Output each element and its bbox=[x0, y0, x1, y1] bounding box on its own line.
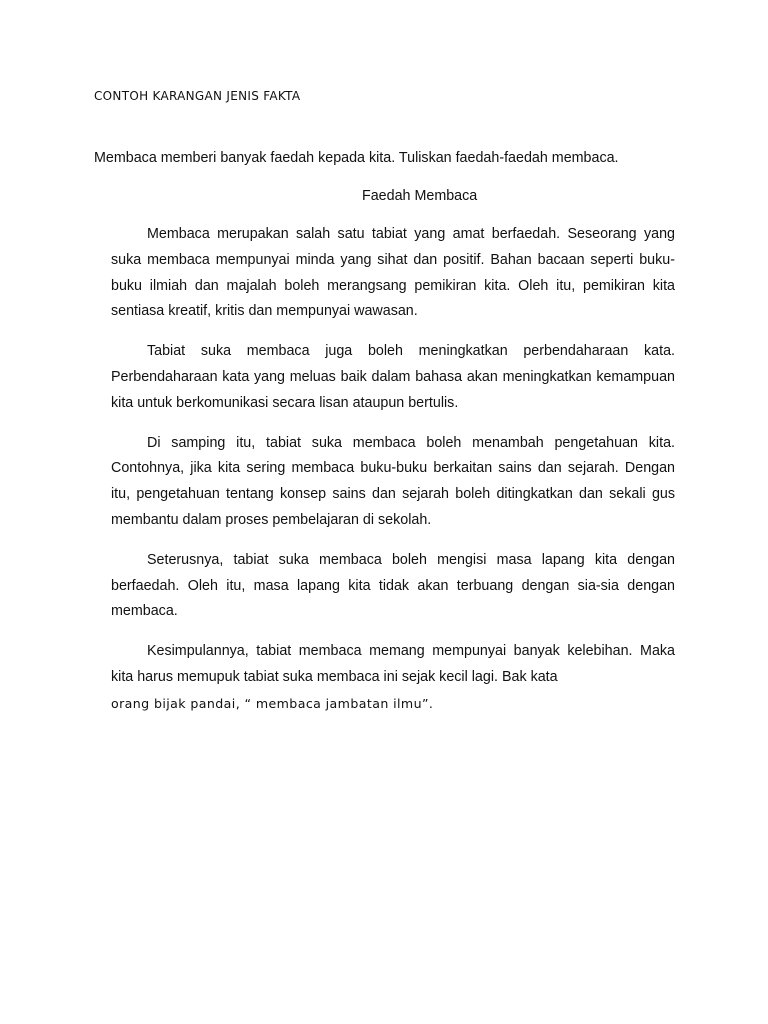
essay-paragraph-knowledge: Di samping itu, tabiat suka membaca boleh menambah pengetahuan kita. Contohnya, jika kita sering membaca buku-buku berkaitan sains dan sejarah. Dengan itu, pengetahuan tentang konsep sains dan sejarah boleh ditingkatkan dan sekali gus membantu dalam proses pembelajaran di sekolah. bbox=[111, 434, 675, 528]
document-heading: CONTOH KARANGAN JENIS FAKTA bbox=[94, 89, 301, 103]
essay-body bbox=[111, 222, 675, 731]
essay-title: Faedah Membaca bbox=[362, 188, 478, 204]
essay-paragraph-conclusion bbox=[111, 639, 675, 716]
essay-paragraph-vocabulary: Tabiat suka membaca juga boleh meningkatkan perbendaharaan kata. Perbendaharaan kata yang meluas baik dalam bahasa akan meningkatkan kemampuan kita untuk berkomunikasi secara lisan ataupun bertulis. bbox=[111, 343, 675, 411]
essay-paragraph-leisure: Seterusnya, tabiat suka membaca boleh mengisi masa lapang kita dengan berfaedah. Oleh itu, masa lapang kita tidak akan terbuang dengan sia-sia dengan membaca. bbox=[111, 551, 675, 620]
essay-paragraph-intro: Membaca merupakan salah satu tabiat yang amat berfaedah. Seseorang yang suka membaca mempunyai minda yang sihat dan positif. Bahan bacaan seperti buku-buku ilmiah dan majalah boleh merangsang pemikiran kita. Oleh itu, pemikiran kita sentiasa kreatif, kritis dan mempunyai wawasan. bbox=[111, 226, 675, 320]
conclusion-text: Kesimpulannya, tabiat membaca memang mempunyai banyak kelebihan. Maka kita harus memupuk tabiat suka membaca ini sejak kecil lagi. Bak kata bbox=[111, 643, 675, 685]
essay-prompt: Membaca memberi banyak faedah kepada kita. Tuliskan faedah-faedah membaca. bbox=[94, 150, 619, 166]
closing-quote-line: orang bijak pandai, “ membaca jambatan ilmu”. bbox=[111, 695, 434, 711]
